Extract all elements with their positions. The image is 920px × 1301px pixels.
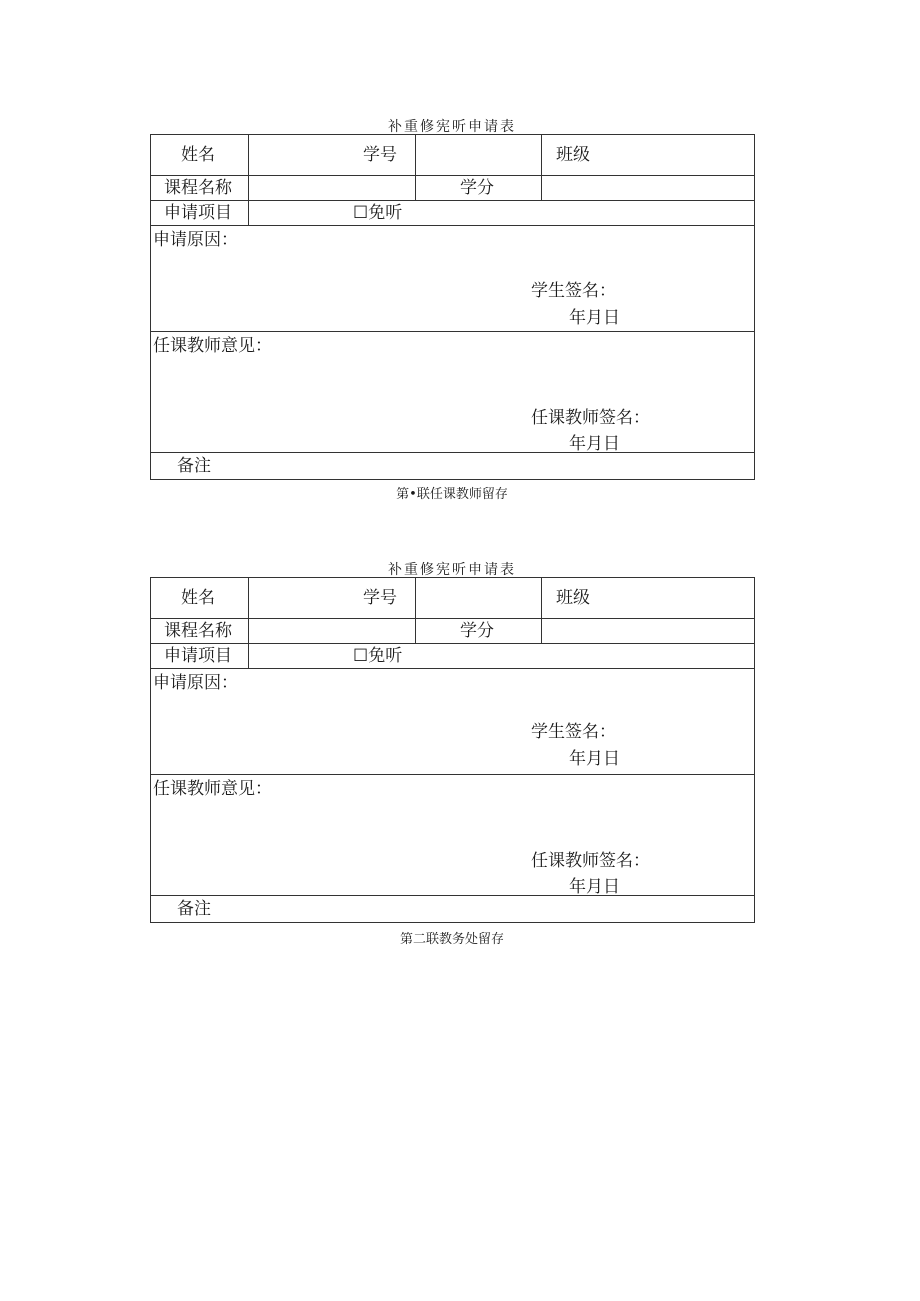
row-course [151, 176, 754, 201]
date-label: 年月日 [569, 308, 620, 328]
student-no-value-cell[interactable] [416, 578, 542, 618]
name-value-cell[interactable] [249, 578, 416, 618]
row-reason [151, 226, 754, 332]
class-label: 班级 [556, 145, 590, 165]
form-table [150, 577, 755, 923]
course-label-cell [151, 619, 249, 643]
student-signature-label: 学生签名： [531, 722, 616, 742]
course-label: 课程名称 [164, 621, 232, 641]
date-label: 年月日 [569, 877, 620, 897]
reason-label: 申请原因： [153, 230, 238, 250]
teacher-signature-label: 任课教师签名： [531, 851, 650, 871]
remark-label: 备注 [177, 899, 211, 919]
course-value-cell[interactable] [249, 176, 416, 200]
item-option-cell [249, 644, 754, 668]
remark-label: 备注 [177, 456, 211, 476]
class-cell[interactable] [542, 578, 754, 618]
credit-value-cell[interactable] [542, 619, 754, 643]
credit-label-cell [416, 619, 542, 643]
copy-note: 第二联教务处留存 [399, 932, 504, 947]
course-label: 课程名称 [164, 178, 232, 198]
reason-label: 申请原因： [153, 673, 238, 693]
row-name [151, 578, 754, 619]
form-table [150, 134, 755, 480]
name-value-cell[interactable] [249, 135, 416, 175]
item-label: 申请项目 [164, 203, 232, 223]
row-course [151, 619, 754, 644]
name-label: 姓名 [181, 145, 215, 165]
credit-value-cell[interactable] [542, 176, 754, 200]
copy-note: 第•联任课教师留存 [396, 487, 508, 502]
credit-label: 学分 [460, 621, 494, 641]
student-signature-label: 学生签名： [531, 281, 616, 301]
teacher-opinion-label: 任课教师意见： [153, 336, 272, 356]
item-option-cell [249, 201, 754, 225]
name-label-cell [151, 578, 249, 618]
row-remark [151, 896, 754, 922]
class-label: 班级 [556, 588, 590, 608]
course-value-cell[interactable] [249, 619, 416, 643]
course-label-cell [151, 176, 249, 200]
date-label: 年月日 [569, 749, 620, 769]
row-remark [151, 453, 754, 479]
form-title: 补重修宪听申请表 [388, 119, 516, 135]
row-name [151, 135, 754, 176]
student-no-label: 学号 [363, 588, 397, 608]
exempt-checkbox[interactable]: ☐免听 [353, 646, 403, 666]
student-no-label: 学号 [363, 145, 397, 165]
form-title: 补重修宪听申请表 [388, 562, 516, 578]
exempt-checkbox[interactable]: ☐免听 [353, 203, 403, 223]
name-label: 姓名 [181, 588, 215, 608]
item-label-cell [151, 201, 249, 225]
row-item [151, 644, 754, 669]
name-label-cell [151, 135, 249, 175]
credit-label-cell [416, 176, 542, 200]
student-no-value-cell[interactable] [416, 135, 542, 175]
teacher-opinion-label: 任课教师意见： [153, 779, 272, 799]
date-label: 年月日 [569, 434, 620, 454]
row-teacher-opinion [151, 332, 754, 453]
row-item [151, 201, 754, 226]
teacher-signature-label: 任课教师签名： [531, 408, 650, 428]
item-label: 申请项目 [164, 646, 232, 666]
credit-label: 学分 [460, 178, 494, 198]
item-label-cell [151, 644, 249, 668]
class-cell[interactable] [542, 135, 754, 175]
row-reason [151, 669, 754, 775]
row-teacher-opinion [151, 775, 754, 896]
